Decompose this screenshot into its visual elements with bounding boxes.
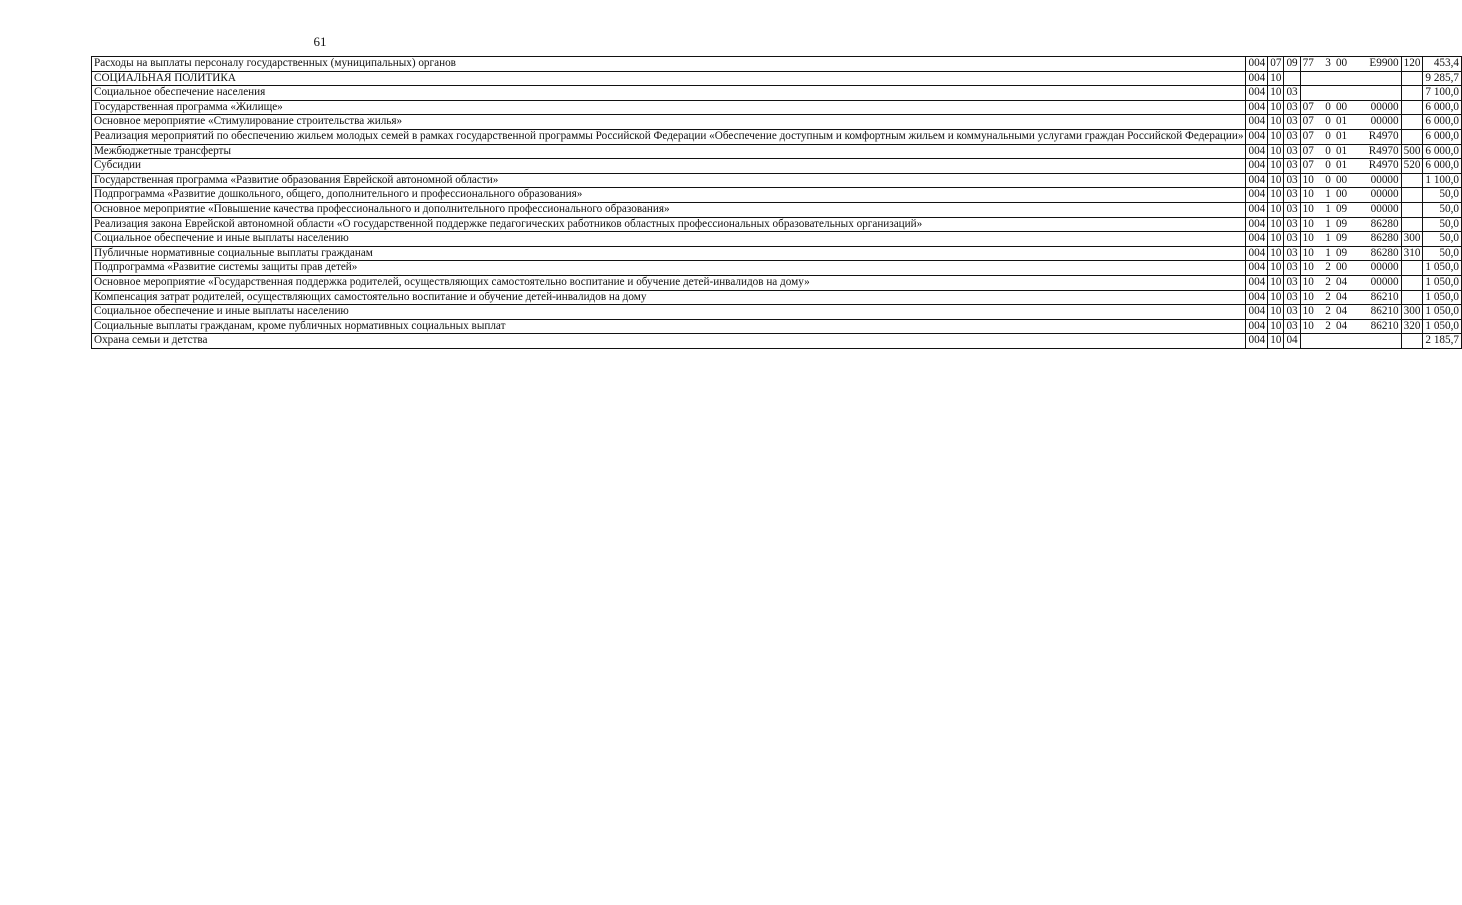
row-section: 10 [1268, 334, 1284, 349]
target-article-part-3: 01 [1335, 144, 1348, 157]
target-article-part-4: R4970 [1368, 159, 1399, 172]
row-amount: 1 050,0 [1423, 275, 1462, 290]
row-name: Социальное обеспечение и иные выплаты населению [92, 232, 1246, 247]
target-article-part-1: 10 [1302, 305, 1314, 318]
row-section: 10 [1268, 202, 1284, 217]
table-row [92, 71, 1462, 86]
target-article-part-3: 09 [1335, 232, 1348, 245]
row-section: 10 [1268, 100, 1284, 115]
target-article-part-3: 00 [1335, 100, 1348, 113]
target-article-part-1: 10 [1302, 217, 1314, 230]
row-name: Охрана семьи и детства [92, 334, 1246, 349]
row-amount: 1 050,0 [1423, 261, 1462, 276]
target-article-part-2: 0 [1325, 159, 1331, 172]
row-admin-code: 004 [1246, 319, 1268, 334]
row-admin-code: 004 [1246, 129, 1268, 144]
row-admin-code: 004 [1246, 144, 1268, 159]
row-name: Государственная программа «Жилище» [92, 100, 1246, 115]
row-target-article [1300, 129, 1401, 144]
row-section: 10 [1268, 319, 1284, 334]
target-article-part-4: Е9900 [1369, 57, 1399, 69]
row-name: Основное мероприятие «Государственная поддержка родителей, осуществляющих самостоятельно воспитание и обучение детей-инвалидов на дому» [92, 275, 1246, 290]
row-target-article [1300, 100, 1401, 115]
target-article-part-2: 2 [1325, 261, 1331, 274]
row-subsection: 03 [1284, 290, 1300, 305]
target-article-part-2: 3 [1325, 57, 1331, 69]
row-section: 10 [1268, 305, 1284, 320]
row-name: Компенсация затрат родителей, осуществляющих самостоятельно воспитание и обучение детей-инвалидов на дому [92, 290, 1246, 305]
row-expense-type [1401, 217, 1423, 232]
target-article-part-1: 10 [1302, 246, 1314, 259]
row-admin-code: 004 [1246, 261, 1268, 276]
target-article-part-3: 01 [1335, 159, 1348, 172]
target-article-part-1: 10 [1302, 290, 1314, 303]
target-article-part-4: 00000 [1370, 261, 1399, 274]
row-subsection: 03 [1284, 86, 1300, 101]
row-target-article [1300, 232, 1401, 247]
target-article-part-2: 1 [1325, 217, 1331, 230]
row-expense-type [1401, 115, 1423, 130]
budget-table [91, 56, 1462, 349]
row-admin-code: 004 [1246, 290, 1268, 305]
row-subsection: 09 [1284, 57, 1300, 72]
row-admin-code: 004 [1246, 217, 1268, 232]
row-section: 10 [1268, 173, 1284, 188]
table-row [92, 261, 1462, 276]
target-article-part-2: 1 [1325, 202, 1331, 215]
target-article-part-1: 10 [1302, 202, 1314, 215]
row-subsection: 03 [1284, 188, 1300, 203]
target-article-part-2: 1 [1325, 246, 1331, 259]
table-row [92, 159, 1462, 174]
row-name: Расходы на выплаты персоналу государственных (муниципальных) органов [92, 57, 1246, 72]
target-article-part-4: 86210 [1370, 305, 1399, 318]
row-subsection [1284, 71, 1300, 86]
row-subsection: 03 [1284, 275, 1300, 290]
row-section: 10 [1268, 217, 1284, 232]
target-article-part-1: 10 [1302, 261, 1314, 274]
table-row [92, 305, 1462, 320]
row-subsection: 03 [1284, 173, 1300, 188]
row-expense-type [1401, 71, 1423, 86]
target-article-part-2: 2 [1325, 305, 1331, 318]
row-name: Субсидии [92, 159, 1246, 174]
row-expense-type: 310 [1401, 246, 1423, 261]
row-name: Государственная программа «Развитие образования Еврейской автономной области» [92, 173, 1246, 188]
row-section: 10 [1268, 261, 1284, 276]
row-subsection: 03 [1284, 232, 1300, 247]
target-article-part-1: 77 [1302, 57, 1314, 69]
row-name: Социальные выплаты гражданам, кроме публичных нормативных социальных выплат [92, 319, 1246, 334]
row-name: Публичные нормативные социальные выплаты гражданам [92, 246, 1246, 261]
row-target-article [1300, 290, 1401, 305]
row-amount: 50,0 [1423, 246, 1462, 261]
row-amount: 50,0 [1423, 202, 1462, 217]
row-expense-type: 120 [1401, 57, 1423, 72]
row-section: 10 [1268, 86, 1284, 101]
target-article-part-3: 09 [1335, 202, 1348, 215]
row-amount: 50,0 [1423, 217, 1462, 232]
row-section: 10 [1268, 188, 1284, 203]
table-row [92, 232, 1462, 247]
target-article-part-1: 07 [1302, 129, 1314, 142]
row-target-article [1300, 57, 1401, 72]
row-amount: 1 100,0 [1423, 173, 1462, 188]
row-section: 10 [1268, 115, 1284, 130]
row-target-article [1300, 319, 1401, 334]
target-article-part-3: 04 [1335, 290, 1348, 303]
row-amount: 9 285,7 [1423, 71, 1462, 86]
row-name: Реализация мероприятий по обеспечению жильем молодых семей в рамках государственной программы Российской Федерации «Обеспечение доступным и комфортным жильем и коммунальными услугами граждан Российской Федерации» [92, 129, 1246, 144]
row-section: 07 [1268, 57, 1284, 72]
row-section: 10 [1268, 290, 1284, 305]
target-article-part-1: 07 [1302, 115, 1314, 128]
row-subsection: 03 [1284, 100, 1300, 115]
row-amount: 1 050,0 [1423, 305, 1462, 320]
target-article-part-1: 10 [1302, 319, 1314, 332]
target-article-part-4: R4970 [1368, 144, 1399, 157]
row-subsection: 03 [1284, 144, 1300, 159]
row-expense-type [1401, 188, 1423, 203]
row-subsection: 03 [1284, 246, 1300, 261]
row-subsection: 03 [1284, 159, 1300, 174]
row-subsection: 03 [1284, 261, 1300, 276]
row-target-article [1300, 217, 1401, 232]
row-name: СОЦИАЛЬНАЯ ПОЛИТИКА [92, 71, 1246, 86]
row-admin-code: 004 [1246, 246, 1268, 261]
target-article-part-4: 00000 [1370, 275, 1399, 288]
budget-table-body [92, 57, 1462, 349]
target-article-part-1: 10 [1302, 173, 1314, 186]
row-target-article [1300, 275, 1401, 290]
table-row [92, 290, 1462, 305]
row-subsection: 03 [1284, 202, 1300, 217]
row-name: Социальное обеспечение населения [92, 86, 1246, 101]
row-amount: 7 100,0 [1423, 86, 1462, 101]
row-admin-code: 004 [1246, 86, 1268, 101]
target-article-part-2: 0 [1325, 144, 1331, 157]
target-article-part-3: 09 [1335, 217, 1348, 230]
target-article-part-1: 07 [1302, 159, 1314, 172]
row-name: Подпрограмма «Развитие системы защиты прав детей» [92, 261, 1246, 276]
target-article-part-1: 10 [1302, 188, 1314, 201]
row-admin-code: 004 [1246, 188, 1268, 203]
row-name: Реализация закона Еврейской автономной области «О государственной поддержке педагогических работников областных профессиональных образовательных организаций» [92, 217, 1246, 232]
row-amount: 50,0 [1423, 232, 1462, 247]
table-row [92, 319, 1462, 334]
target-article-part-2: 2 [1325, 319, 1331, 332]
table-row [92, 275, 1462, 290]
row-admin-code: 004 [1246, 71, 1268, 86]
target-article-part-3: 04 [1335, 275, 1348, 288]
row-subsection: 03 [1284, 217, 1300, 232]
row-expense-type [1401, 261, 1423, 276]
row-target-article [1300, 144, 1401, 159]
row-expense-type: 300 [1401, 305, 1423, 320]
row-target-article [1300, 202, 1401, 217]
row-expense-type [1401, 100, 1423, 115]
row-target-article [1300, 305, 1401, 320]
target-article-part-3: 00 [1335, 188, 1348, 201]
row-expense-type [1401, 173, 1423, 188]
page-number: 61 [313, 34, 327, 49]
table-row [92, 115, 1462, 130]
table-row [92, 86, 1462, 101]
target-article-part-2: 0 [1325, 129, 1331, 142]
row-name: Социальное обеспечение и иные выплаты населению [92, 305, 1246, 320]
row-amount: 2 185,7 [1423, 334, 1462, 349]
row-admin-code: 004 [1246, 275, 1268, 290]
table-row [92, 57, 1462, 72]
table-row [92, 129, 1462, 144]
row-target-article [1300, 71, 1401, 86]
target-article-part-1: 07 [1302, 144, 1314, 157]
table-row [92, 217, 1462, 232]
row-target-article [1300, 188, 1401, 203]
row-admin-code: 004 [1246, 334, 1268, 349]
target-article-part-1: 07 [1302, 100, 1314, 113]
target-article-part-4: 86210 [1370, 290, 1399, 303]
target-article-part-3: 01 [1335, 115, 1348, 128]
row-subsection: 03 [1284, 319, 1300, 334]
row-name: Основное мероприятие «Повышение качества профессионального и дополнительного профессионального образования» [92, 202, 1246, 217]
target-article-part-2: 2 [1325, 275, 1331, 288]
target-article-part-4: 86210 [1370, 319, 1399, 332]
target-article-part-2: 0 [1325, 115, 1331, 128]
target-article-part-4: 00000 [1370, 100, 1399, 113]
row-amount: 6 000,0 [1423, 144, 1462, 159]
row-target-article [1300, 261, 1401, 276]
row-amount: 6 000,0 [1423, 129, 1462, 144]
row-admin-code: 004 [1246, 57, 1268, 72]
target-article-part-2: 1 [1325, 232, 1331, 245]
row-amount: 6 000,0 [1423, 115, 1462, 130]
target-article-part-2: 1 [1325, 188, 1331, 201]
row-name: Подпрограмма «Развитие дошкольного, общего, дополнительного и профессионального образования» [92, 188, 1246, 203]
row-amount: 1 050,0 [1423, 319, 1462, 334]
row-expense-type: 520 [1401, 159, 1423, 174]
target-article-part-3: 09 [1335, 246, 1348, 259]
target-article-part-4: 00000 [1370, 188, 1399, 201]
target-article-part-4: 86280 [1370, 217, 1399, 230]
target-article-part-4: 86280 [1370, 232, 1399, 245]
table-row [92, 334, 1462, 349]
row-expense-type [1401, 202, 1423, 217]
row-section: 10 [1268, 246, 1284, 261]
row-admin-code: 004 [1246, 100, 1268, 115]
target-article-part-2: 0 [1325, 173, 1331, 186]
target-article-part-4: 00000 [1370, 202, 1399, 215]
target-article-part-3: 01 [1335, 129, 1348, 142]
row-amount: 1 050,0 [1423, 290, 1462, 305]
table-row [92, 100, 1462, 115]
row-expense-type: 500 [1401, 144, 1423, 159]
row-amount: 6 000,0 [1423, 100, 1462, 115]
row-admin-code: 004 [1246, 202, 1268, 217]
row-section: 10 [1268, 275, 1284, 290]
target-article-part-4: R4970 [1368, 129, 1399, 142]
row-expense-type [1401, 275, 1423, 290]
row-subsection: 03 [1284, 129, 1300, 144]
row-section: 10 [1268, 129, 1284, 144]
row-expense-type [1401, 290, 1423, 305]
target-article-part-4: 00000 [1370, 173, 1399, 186]
row-amount: 6 000,0 [1423, 159, 1462, 174]
row-section: 10 [1268, 71, 1284, 86]
row-expense-type: 300 [1401, 232, 1423, 247]
row-admin-code: 004 [1246, 159, 1268, 174]
row-name: Межбюджетные трансферты [92, 144, 1246, 159]
row-target-article [1300, 173, 1401, 188]
row-target-article [1300, 86, 1401, 101]
row-target-article [1300, 246, 1401, 261]
target-article-part-3: 00 [1335, 261, 1348, 274]
row-admin-code: 004 [1246, 173, 1268, 188]
row-admin-code: 004 [1246, 305, 1268, 320]
row-section: 10 [1268, 144, 1284, 159]
target-article-part-3: 04 [1335, 305, 1348, 318]
row-target-article [1300, 159, 1401, 174]
table-row [92, 188, 1462, 203]
table-row [92, 202, 1462, 217]
target-article-part-3: 04 [1335, 319, 1348, 332]
target-article-part-1: 10 [1302, 232, 1314, 245]
row-expense-type [1401, 86, 1423, 101]
table-row [92, 144, 1462, 159]
row-subsection: 03 [1284, 115, 1300, 130]
row-expense-type [1401, 334, 1423, 349]
row-target-article [1300, 115, 1401, 130]
row-expense-type: 320 [1401, 319, 1423, 334]
target-article-part-2: 0 [1325, 100, 1331, 113]
target-article-part-4: 00000 [1370, 115, 1399, 128]
row-amount: 50,0 [1423, 188, 1462, 203]
row-name: Основное мероприятие «Стимулирование строительства жилья» [92, 115, 1246, 130]
row-section: 10 [1268, 232, 1284, 247]
row-section: 10 [1268, 159, 1284, 174]
row-amount: 453,4 [1423, 57, 1462, 72]
target-article-part-3: 00 [1335, 57, 1348, 69]
table-row [92, 173, 1462, 188]
row-admin-code: 004 [1246, 232, 1268, 247]
row-subsection: 04 [1284, 334, 1300, 349]
target-article-part-3: 00 [1335, 173, 1348, 186]
table-row [92, 246, 1462, 261]
target-article-part-4: 86280 [1370, 246, 1399, 259]
row-expense-type [1401, 129, 1423, 144]
row-admin-code: 004 [1246, 115, 1268, 130]
row-target-article [1300, 334, 1401, 349]
target-article-part-2: 2 [1325, 290, 1331, 303]
target-article-part-1: 10 [1302, 275, 1314, 288]
row-subsection: 03 [1284, 305, 1300, 320]
